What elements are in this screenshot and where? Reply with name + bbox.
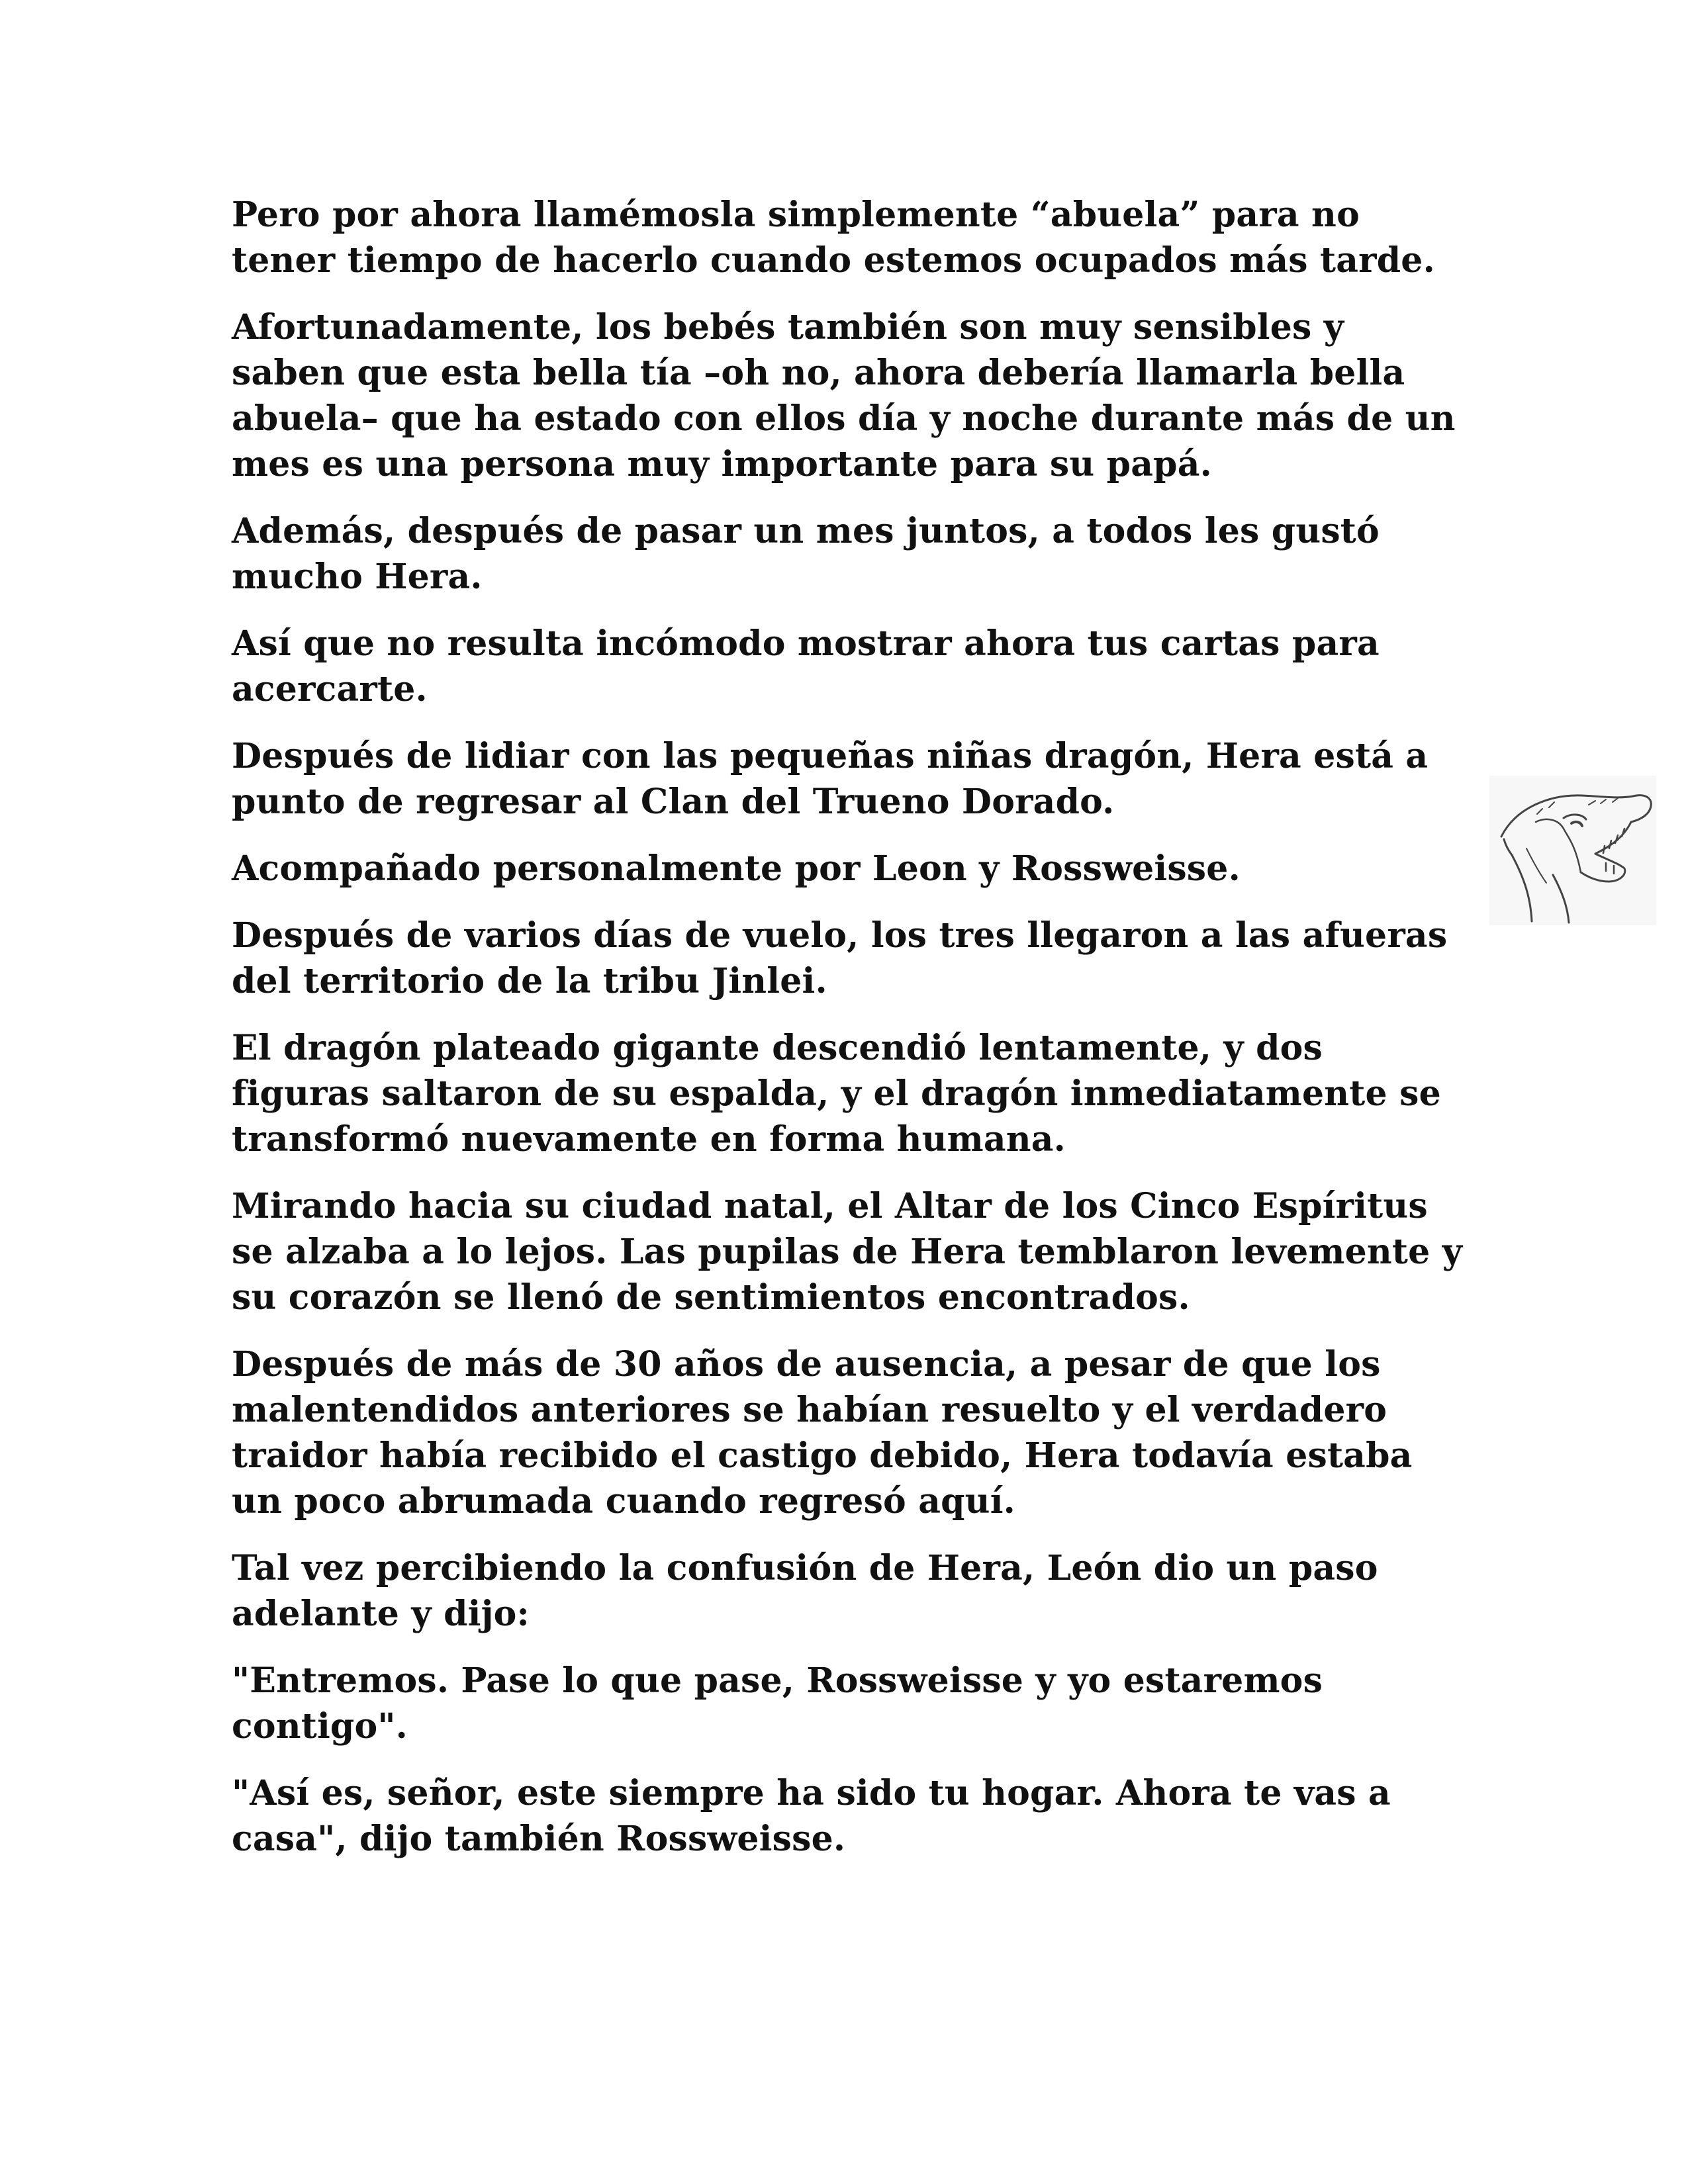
body-text: [232, 192, 1463, 1883]
paragraph: Después de lidiar con las pequeñas niñas dragón, Hera está a punto de regresar al Clan del Trueno Dorado.: [232, 736, 1429, 822]
paragraph: "Entremos. Pase lo que pase, Rossweisse y yo estaremos contigo".: [232, 1661, 1323, 1747]
paragraph: Pero por ahora llamémosla simplemente “abuela” para no tener tiempo de hacerlo cuando estemos ocupados más tarde.: [232, 195, 1435, 281]
paragraph: Afortunadamente, los bebés también son muy sensibles y saben que esta bella tía –oh no, ahora debería llamarla bella abuela– que ha estado con ellos día y noche durante más de un mes es una persona muy importante para su papá.: [232, 307, 1456, 484]
paragraph: Después de más de 30 años de ausencia, a pesar de que los malentendidos anteriores se habían resuelto y el verdadero traidor había recibido el castigo debido, Hera todavía estaba un poco abrumada cuando regresó aquí.: [232, 1344, 1413, 1522]
paragraph: Así que no resulta incómodo mostrar ahora tus cartas para acercarte.: [232, 623, 1380, 709]
paragraph: "Así es, señor, este siempre ha sido tu hogar. Ahora te vas a casa", dijo también Rossweisse.: [232, 1773, 1391, 1859]
dinosaur-head-sketch-icon: [1489, 776, 1656, 925]
paragraph: El dragón plateado gigante descendió lentamente, y dos figuras saltaron de su espalda, y el dragón inmediatamente se transformó nuevamente en forma humana.: [232, 1028, 1441, 1160]
paragraph: Acompañado personalmente por Leon y Rossweisse.: [232, 848, 1241, 889]
paragraph: Después de varios días de vuelo, los tres llegaron a las afueras del territorio de la tribu Jinlei.: [232, 915, 1448, 1001]
paragraph: Mirando hacia su ciudad natal, el Altar de los Cinco Espíritus se alzaba a lo lejos. Las pupilas de Hera temblaron levemente y su corazón se llenó de sentimientos encontrados.: [232, 1186, 1463, 1318]
paragraph: Tal vez percibiendo la confusión de Hera, León dio un paso adelante y dijo:: [232, 1548, 1378, 1634]
paragraph: Además, después de pasar un mes juntos, a todos les gustó mucho Hera.: [232, 511, 1380, 597]
